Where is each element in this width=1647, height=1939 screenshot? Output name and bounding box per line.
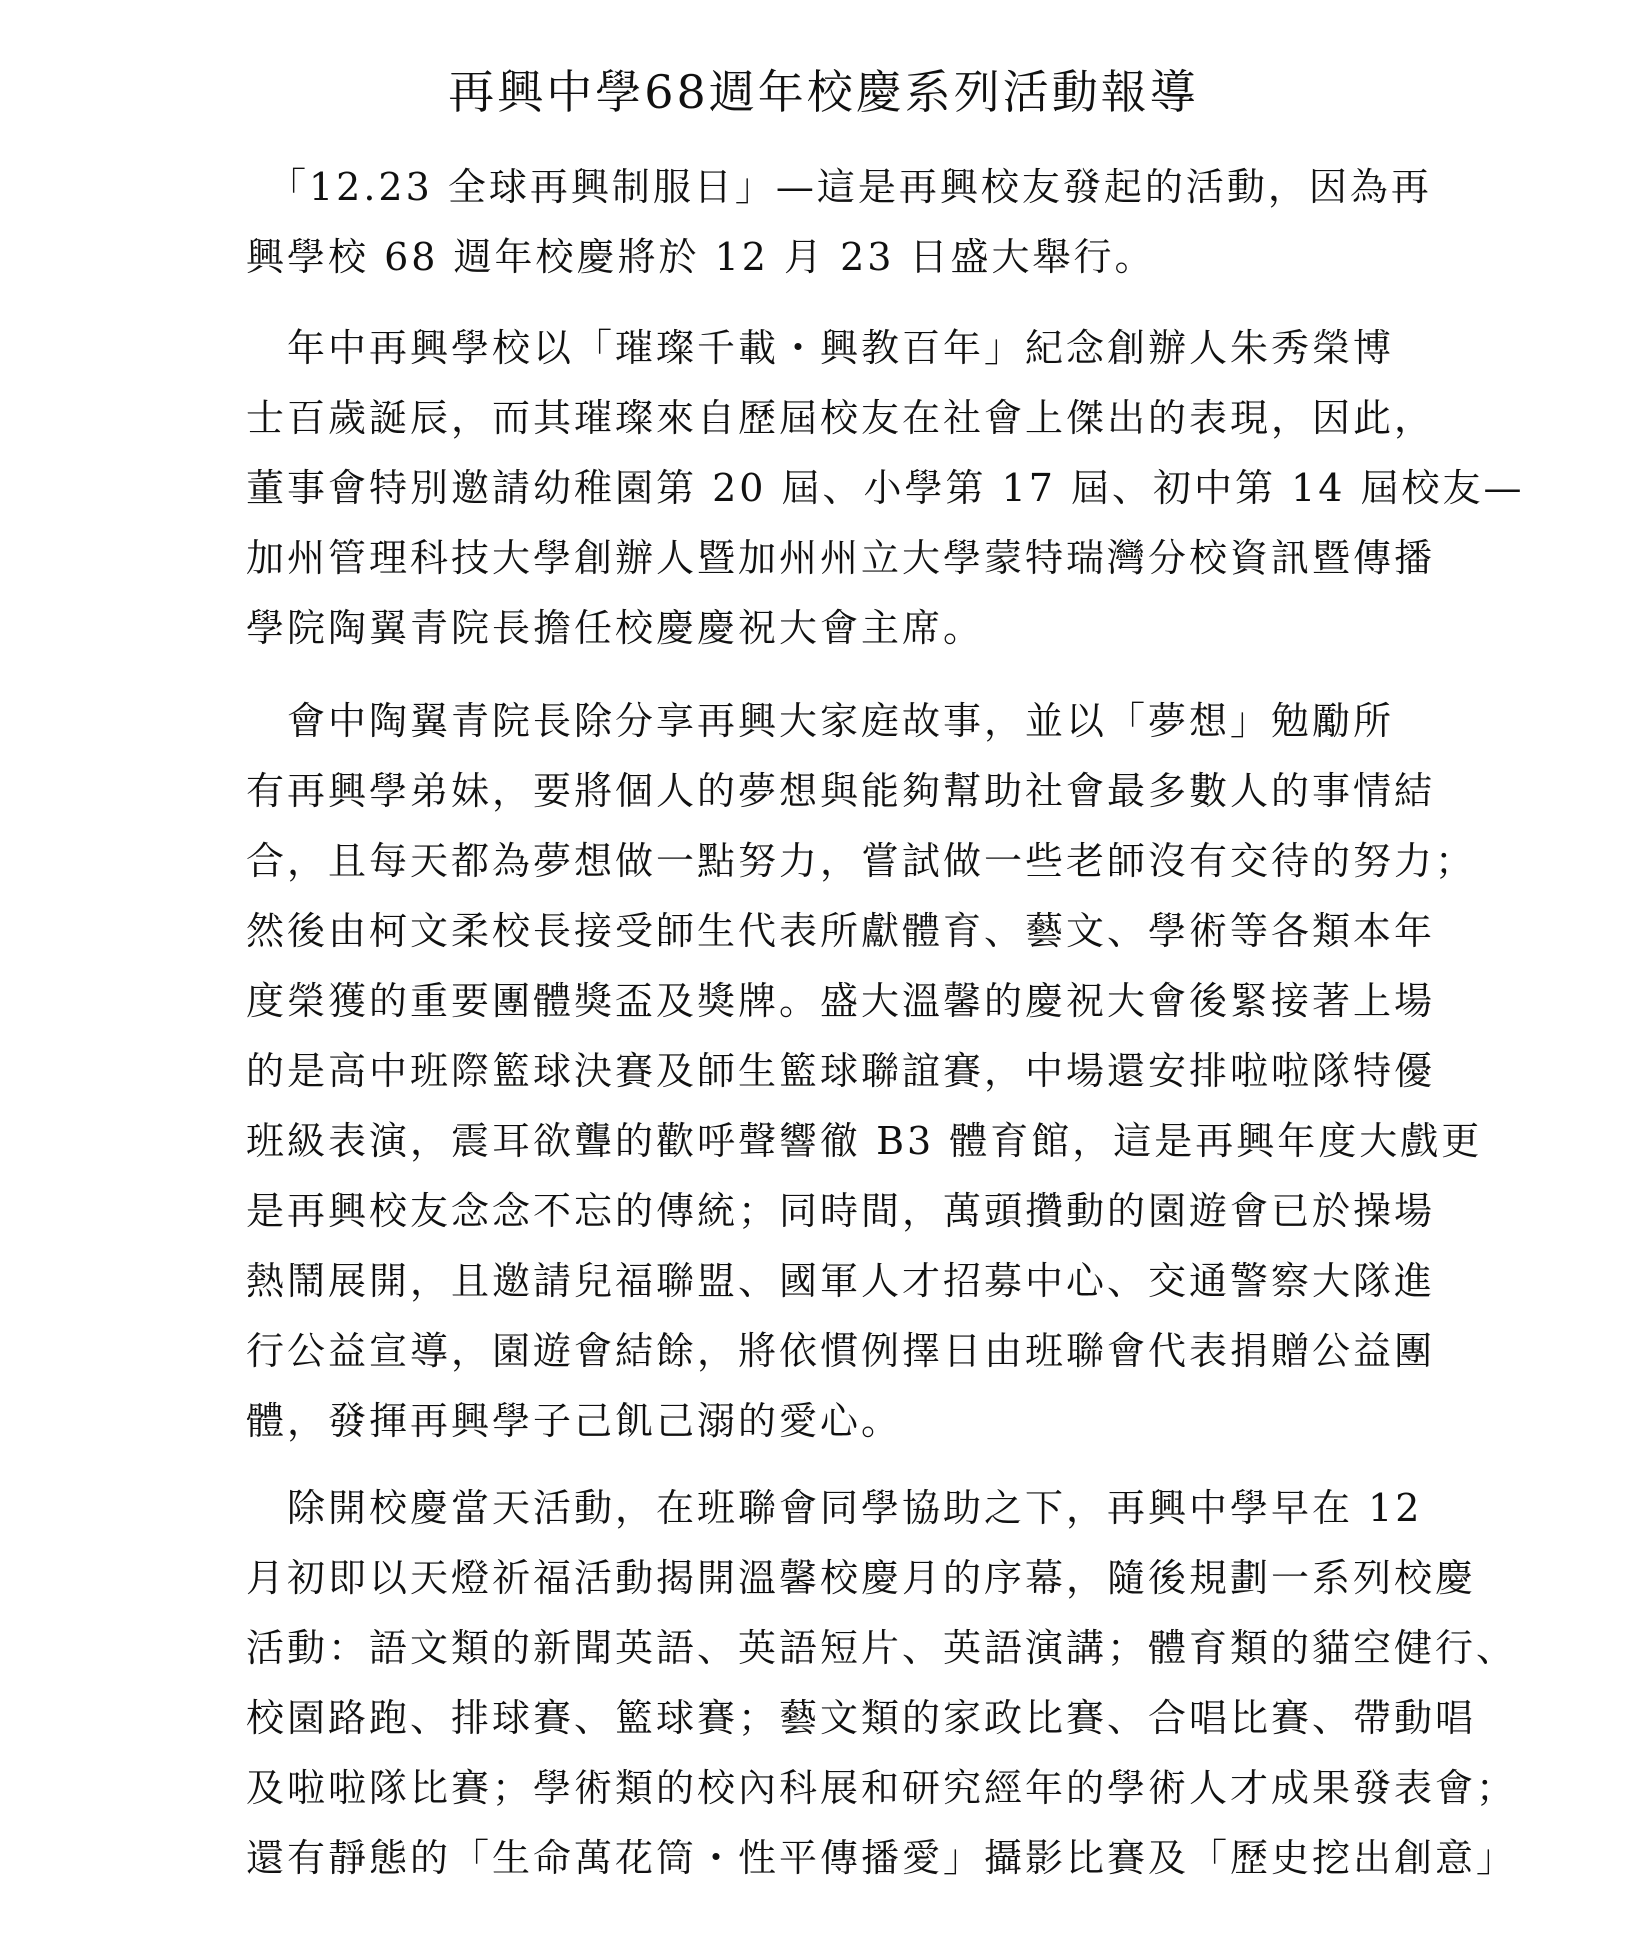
text-line: 然後由柯文柔校長接受師生代表所獻體育、藝文、學術等各類本年 [246,909,1436,953]
text-line: 學院陶翼青院長擔任校慶慶祝大會主席。 [246,606,985,650]
paragraph-uniform-day [246,152,1432,292]
text-line: 活動：語文類的新聞英語、英語短片、英語演講；體育類的貓空健行、 [246,1626,1518,1670]
text-line: 會中陶翼青院長除分享再興大家庭故事，並以「夢想」勉勵所 [246,699,1395,743]
text-line: 的是高中班際籃球決賽及師生籃球聯誼賽，中場還安排啦啦隊特優 [246,1049,1436,1093]
text-line: 還有靜態的「生命萬花筒・性平傳播愛」攝影比賽及「歷史挖出創意」 [246,1836,1518,1880]
text-line: 除開校慶當天活動，在班聯會同學協助之下，再興中學早在 12 [246,1486,1423,1530]
paragraph-anniversary-chair [246,313,1525,663]
paragraph-celebration-events [246,686,1483,1456]
text-line: 熱鬧展開，且邀請兒福聯盟、國軍人才招募中心、交通警察大隊進 [246,1259,1436,1303]
text-line: 月初即以天燈祈福活動揭開溫馨校慶月的序幕，隨後規劃一系列校慶 [246,1556,1477,1600]
text-line: 校園路跑、排球賽、籃球賽；藝文類的家政比賽、合唱比賽、帶動唱 [246,1696,1477,1740]
text-line: 董事會特別邀請幼稚園第 20 屆、小學第 17 屆、初中第 14 屆校友— [246,466,1525,510]
text-line: 年中再興學校以「璀璨千載・興教百年」紀念創辦人朱秀榮博 [246,326,1395,370]
text-line: 及啦啦隊比賽；學術類的校內科展和研究經年的學術人才成果發表會； [246,1766,1518,1810]
text-line: 加州管理科技大學創辦人暨加州州立大學蒙特瑞灣分校資訊暨傳播 [246,536,1436,580]
text-line: 班級表演，震耳欲聾的歡呼聲響徹 B3 體育館，這是再興年度大戲更 [246,1119,1483,1163]
paragraph-activity-series [246,1473,1518,1893]
text-line: 合，且每天都為夢想做一點努力，嘗試做一些老師沒有交待的努力； [246,839,1477,883]
document-title: 再興中學68週年校慶系列活動報導 [448,65,1199,119]
text-line: 是再興校友念念不忘的傳統；同時間，萬頭攢動的園遊會已於操場 [246,1189,1436,1233]
text-line: 士百歲誕辰，而其璀璨來自歷屆校友在社會上傑出的表現，因此， [246,396,1436,440]
text-line: 體，發揮再興學子己飢己溺的愛心。 [246,1399,903,1443]
text-line: 「12.23 全球再興制服日」—這是再興校友發起的活動，因為再 [246,165,1432,209]
text-line: 行公益宣導，園遊會結餘，將依慣例擇日由班聯會代表捐贈公益團 [246,1329,1436,1373]
text-line: 有再興學弟妹，要將個人的夢想與能夠幫助社會最多數人的事情結 [246,769,1436,813]
text-line: 度榮獲的重要團體獎盃及獎牌。盛大溫馨的慶祝大會後緊接著上場 [246,979,1436,1023]
text-line: 興學校 68 週年校慶將於 12 月 23 日盛大舉行。 [246,235,1156,279]
